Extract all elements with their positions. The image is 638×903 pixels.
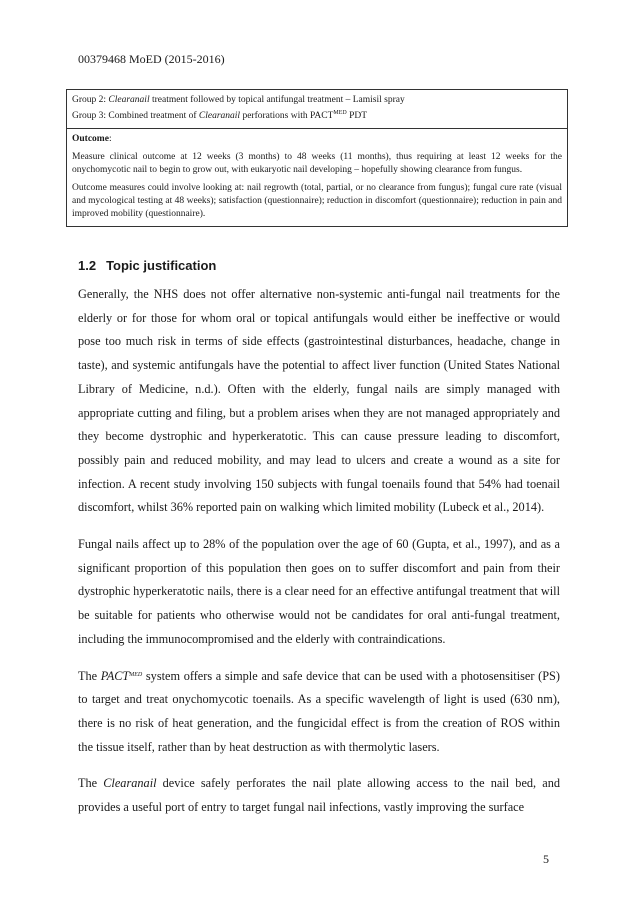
paragraph-4 [78,772,560,819]
group-3-product: Clearanail [198,111,241,121]
section-number: 1.2 [78,258,97,273]
page-number: 5 [543,852,549,866]
clearanail-name: Clearanail [103,776,157,791]
document-header-id: 00379468 MoED (2015-2016) [78,52,225,66]
section-heading [78,258,216,273]
group-2-prefix: Group 2: [72,95,109,105]
outcome-paragraph-2: Outcome measures could involve looking at: nail regrowth (total, partial, or no clearance from fungus); fungal cure rate (visual and mycological testing at 48 weeks); satisfaction (questionnaire); reduction in discomfort (questionnaire); reduction in pain and improved mobility (questionnaire). [72,183,562,219]
body-text [78,283,560,833]
paragraph-3-prefix: The [78,668,101,683]
paragraph-2: Fungal nails affect up to 28% of the population over the age of 60 (Gupta, et al., 1997), and as a significant proportion of this population then goes on to suffer discomfort and pain from their dystrophic hyperkeratotic nails, there is a clear need for an effective antifungal treatment that will be suitable for patients who otherwise would not be candidates for oral anti-fungal treatment, including the immunocompromised and the elderly with contraindications. [78,537,560,646]
outcome-colon: : [108,134,112,144]
groups-section [67,90,567,128]
group-2-product: Clearanail [108,95,150,105]
pact-superscript: MED [129,671,143,678]
outcome-section [67,128,567,226]
group-2-line [72,94,562,107]
section-title: Topic justification [106,258,217,273]
group-3-suffix: PDT [346,111,368,121]
paragraph-4-text: device safely perforates the nail plate allowing access to the nail bed, and provides a useful port of entry to target fungal nail infections, vastly improving the surface [78,776,560,815]
outcome-label: Outcome [72,134,109,144]
group-3-line [72,110,562,123]
group-3-mid: perforations with PACT [240,111,334,121]
paragraph-3 [78,665,560,760]
paragraph-4-prefix: The [78,776,104,791]
pact-name: PACT [100,668,130,683]
outcome-paragraph-1: Measure clinical outcome at 12 weeks (3 months) to 48 weeks (11 months), thus requiring at least 12 weeks for the onychomycotic nail to begin to grow out, with eukaryotic nail developing – hopefully showing clearance from fungus. [72,152,562,175]
group-2-text: treatment followed by topical antifungal treatment – Lamisil spray [149,95,405,105]
paragraph-3-text: system offers a simple and safe device that can be used with a photosensitiser (PS) to target and treat onychomycotic toenails. As a specific wavelength of light is used (630 nm), there is no risk of heat generation, and the fungicidal effect is from the creation of ROS within the tissue itself, rather than by heat destruction as with thermolytic lasers. [78,668,560,754]
paragraph-1: Generally, the NHS does not offer alternative non-systemic anti-fungal nail treatments for the elderly or for those for whom oral or topical antifungals would either be ineffective or would pose too much risk in terms of side effects (gastrointestinal disturbances, headache, change in taste), and systemic antifungals have the potential to affect liver function (United States National Library of Medicine, n.d.). Often with the elderly, fungal nails are simply managed with appropriate cutting and filing, but a problem arises when they are not managed appropriately and they become dystrophic and hyperkeratotic. This can cause pressure leading to discomfort, possibly pain and reduced mobility, and may lead to ulcers and create a wound as a site for infection. A recent study involving 150 subjects with fungal toenails found that 54% had toenail discomfort, whilst 36% reported pain on walking which limited mobility (Lubeck et al., 2014). [78,287,560,515]
group-3-prefix: Group 3: Combined treatment of [72,111,199,121]
outcome-heading [72,133,562,146]
study-design-box [66,89,568,227]
group-3-superscript: MED [333,110,347,116]
